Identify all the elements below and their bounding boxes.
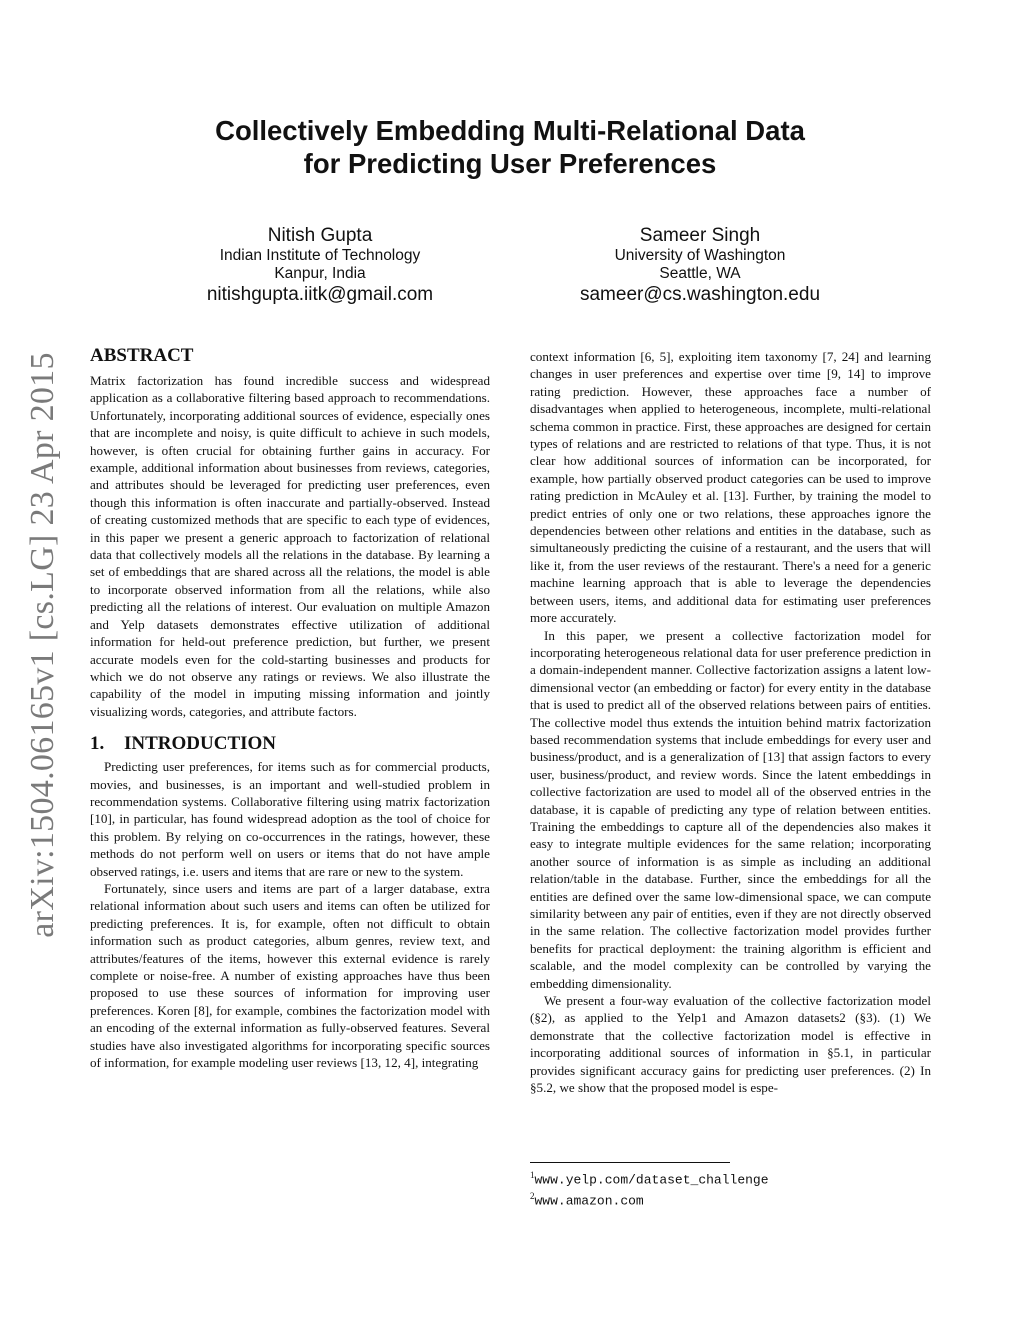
author-email: sameer@cs.washington.edu (579, 284, 821, 305)
abstract-text: Matrix factorization has found incredible success and widespread application as a collaborative filtering based approach to recommendations. Unfortunately, incorporating additional sources of evidence, especially ones that are incomplete and noisy, is quite difficult to achieve in such models, however, is often crucial for obtaining further gains in accuracy. For example, additional information about businesses from reviews, categories, and attributes should be leveraged for predicting user preferences, even though this information is often inaccurate and partially-observed. Instead of creating customized methods that are specific to each type of evidences, in this paper we present a generic approach to factorization of relational data that collectively models all the relations in the database. By learning a set of embeddings that are shared across all the relations, the model is able to incorporate observed information from all the relations, while also predicting all the relations of interest. Our evaluation on multiple Amazon and Yelp datasets demonstrates effective utilization of additional information for held-out preference prediction, but further, we present accurate models even for the cold-starting businesses and products for which we do not observe any ratings or reviews. We also illustrate the capability of the model in imputing missing information and jointly visualizing words, categories, and attribute factors. (90, 373, 490, 719)
footnote-mark: 2 (530, 1191, 535, 1202)
footnote-mark: 1 (530, 1170, 535, 1180)
title-line-1: Collectively Embedding Multi-Relational Data (215, 115, 805, 146)
footnote-2 (530, 1188, 931, 1209)
left-column (90, 344, 490, 1071)
arxiv-identifier-text: arXiv:1504.06165v1 [cs.LG] 23 Apr 2015 (23, 352, 61, 938)
footnote-rule (530, 1162, 730, 1163)
intro-paragraph-1: Predicting user preferences, for items such as for commercial products, movies, and businesses, is an important and well-studied problem in recommendation systems. Collaborative filtering using matrix factorization [10], in particular, has found widespread adoption as the tool of choice for this problem. By relying on co-occurrences in the ratings, however, these methods do not perform well on users or items that do not have ample observed ratings, i.e. users and items that are rare or new to the system. (90, 759, 490, 879)
intro-paragraph-3: In this paper, we present a collective factorization model for incorporating heterogeneous relational data for user preference prediction in a domain-independent manner. Collective factorization assigns a latent low-dimensional vector (an embedding or factor) for every entity in the database that is used to predict all of the observed relations between pairs of entities. The collective model thus extends the intuition behind matrix factorization based recommendation systems that include embeddings for every user and business/product, and is a generalization of [13] that assign factors to every user, business/product, and review words. Since the latent embeddings in collective factorization are used to model all of the observed entries in the database, it is capable of predicting any type of relation between entities. Training the embeddings to capture all of the dependencies also makes it easy to integrate multiple evidences for the same relation; incorporating another source of information is as simple as including an additional relation/table in the database. Further, since the embeddings for all the entities are defined over the same low-dimensional space, we can compute similarity between any pair of entities, even if they are not directly observed in the same relation. The collective factorization model provides further benefits for practical deployment: the training algorithm is efficient and scalable, and the model complexity can be controlled by varying the embedding dimensionality. (530, 627, 931, 991)
intro-paragraph-2: Fortunately, since users and items are part of a larger database, extra relational information about such users and items can often be utilized for predicting preferences. It is, for example, often not difficult to obtain information such as product categories, album genres, review text, and attributes/features of the items, however this external evidence is rarely complete or noise-free. A number of existing approaches have thus been proposed to use these sources of information for improving user preferences. Koren [8], for example, combines the factorization model with an encoding of the external information as fully-observed features. Several studies have also investigated algorithms for incorporating specific sources of information, for example modeling user reviews [13, 12, 4], integrating (90, 880, 490, 1071)
section-title: INTRODUCTION (124, 733, 277, 755)
author-block-2 (560, 225, 840, 306)
arxiv-identifier (20, 350, 65, 940)
author-block-1 (180, 225, 460, 306)
footnote-url-yelp[interactable]: www.yelp.com/dataset_challenge (534, 1172, 769, 1188)
author-location: Seattle, WA (659, 265, 741, 282)
author-name: Sameer Singh (639, 225, 761, 246)
author-affiliation: University of Washington (614, 247, 786, 264)
footnote-1 (530, 1167, 931, 1188)
footnote-url-amazon[interactable]: www.amazon.com (534, 1193, 644, 1209)
author-email: nitishgupta.iitk@gmail.com (206, 284, 434, 305)
author-affiliation: Indian Institute of Technology (219, 247, 421, 264)
section-number: 1. (90, 733, 105, 755)
intro-paragraph-4: We present a four-way evaluation of the collective factorization model (§2), as applied to the Yelp1 and Amazon datasets2 (§3). (1) We demonstrate that the collective factorization model is effective in incorporating additional sources of information in §5.1, in particular provides significant accuracy gains for predicting user preferences. (2) In §5.2, we show that the proposed model is espe- (530, 993, 931, 1096)
right-column (530, 348, 931, 1096)
footnotes (530, 1162, 931, 1210)
paper-title (140, 114, 880, 180)
title-line-2: for Predicting User Preferences (303, 148, 717, 179)
introduction-heading (90, 732, 490, 756)
author-location: Kanpur, India (274, 265, 366, 282)
abstract-heading: ABSTRACT (90, 345, 194, 366)
author-name: Nitish Gupta (267, 225, 373, 246)
intro-paragraph-2-continued: context information [6, 5], exploiting item taxonomy [7, 24] and learning changes in user preferences and expertise over time [9, 14] to improve rating prediction. However, these approaches face a number of disadvantages when applied to heterogeneous, incomplete, multi-relational schema common in practice. First, these approaches are designed for certain types of relations and are restricted to relations of that type. Thus, it is not clear how additional sources of information can be incorporated, for example, how partially observed product categories can be used to improve rating prediction in McAuley et al. [13]. Further, by training the model to predict entries of only one or two relations, these approaches ignore the dependencies between other relations and entities in the database, such as simultaneously predicting the cuisine of a restaurant, and the users that will like it, from the user reviews of the restaurant. There's a need for a generic machine learning approach that is able to leverage the dependencies between users, items, and additional data for estimating user preferences more accurately. (530, 349, 931, 626)
